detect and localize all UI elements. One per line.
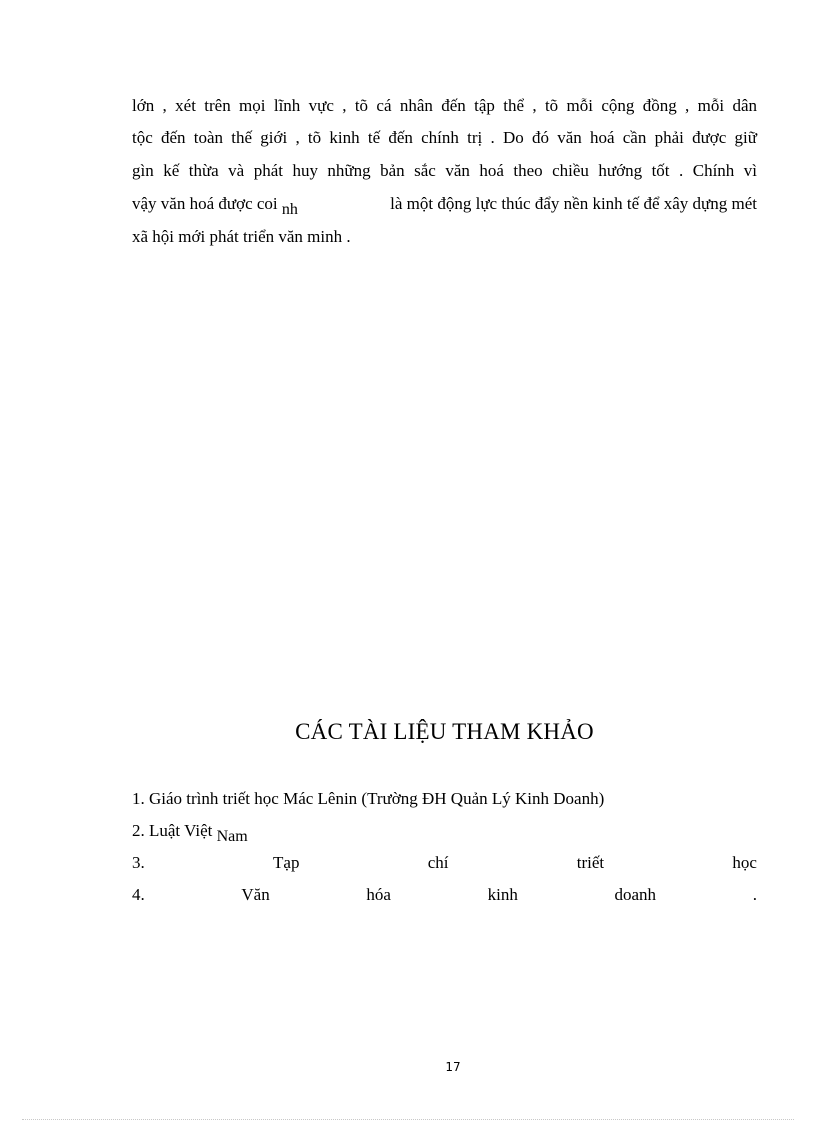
reference-item-4-word: .	[752, 885, 757, 904]
paragraph-line-5: xã hội mới phát triển văn minh .	[132, 227, 351, 246]
paragraph-line-3: gìn kế thừa và phát huy những bản sắc văn hoá theo chiều hướng tốt . Chính vì	[132, 161, 757, 180]
reference-item-3	[132, 853, 757, 873]
paragraph-line-4-end: là một động lực thúc đẩy nền kinh tế để xây dựng mét	[390, 194, 757, 213]
paragraph-line-4	[132, 194, 757, 218]
reference-item-3-word: Tạp	[273, 853, 300, 872]
paragraph-line-4-subscript: nh	[281, 201, 298, 218]
reference-item-4-word: 4.	[132, 885, 145, 904]
reference-item-4-word: hóa	[366, 885, 391, 904]
reference-item-4-word: kinh	[487, 885, 518, 904]
reference-item-2	[132, 821, 757, 845]
reference-item-4-word: Văn	[241, 885, 270, 904]
paragraph-line-4-start	[132, 194, 298, 218]
reference-item-4-word: doanh	[614, 885, 657, 904]
reference-item-2-subscript: Nam	[216, 828, 248, 845]
page-number: 17	[445, 1060, 461, 1074]
paragraph-line-2: tộc đến toàn thế giới , tõ kinh tế đến chính trị . Do đó văn hoá cần phải được giữ	[132, 128, 757, 147]
reference-item-3-word: học	[732, 853, 757, 872]
page-bottom-divider	[22, 1119, 794, 1120]
reference-item-3-word: chí	[427, 853, 449, 872]
reference-item-4	[132, 885, 757, 905]
reference-item-3-word: 3.	[132, 853, 145, 872]
reference-item-2-text: 2. Luật Việt	[132, 821, 213, 840]
reference-item-1: 1. Giáo trình triết học Mác Lênin (Trường ĐH Quản Lý Kinh Doanh)	[132, 789, 605, 808]
references-heading: CÁC TÀI LIỆU THAM KHẢO	[295, 719, 594, 744]
paragraph-line-4-part-a: vậy văn hoá được coi	[132, 194, 278, 213]
paragraph-line-1: lớn , xét trên mọi lĩnh vực , tõ cá nhân đến tập thể , tõ mỗi cộng đồng , mỗi dân	[132, 96, 757, 115]
reference-item-3-word: triết	[576, 853, 605, 872]
